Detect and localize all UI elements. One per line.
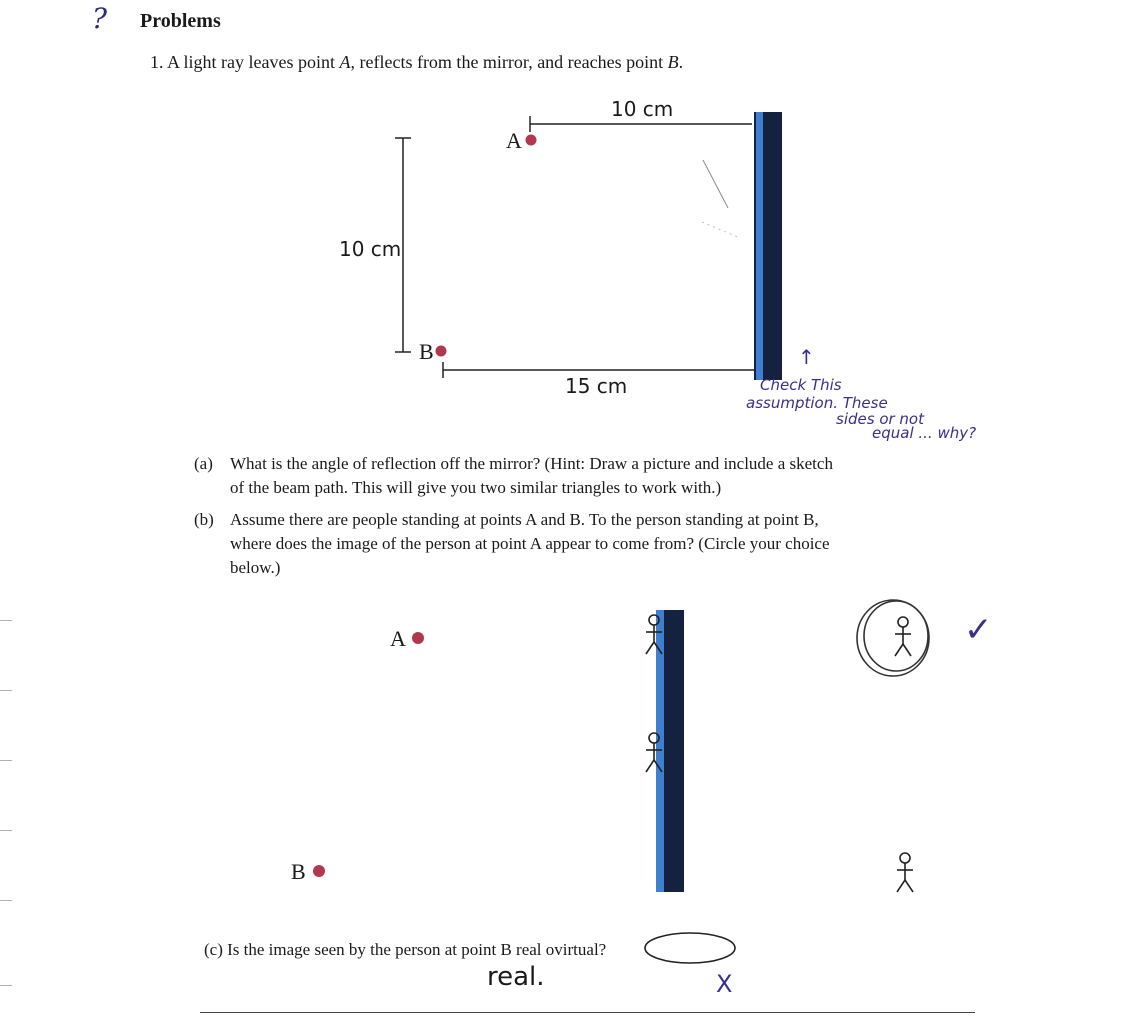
part-a-line-2: of the beam path. This will give you two similar triangles to work with.) [230,478,722,497]
check-mark-icon: ✓ [964,610,993,650]
stick-figure-3 [895,617,911,656]
point-a-label: A [506,128,522,153]
part-b-line-3: below.) [230,558,281,577]
statement-mid: , reflects from the mirror, and reaches point [350,52,668,72]
annotation-arrow-icon: ↑ [798,345,815,369]
point-a-dot [526,135,537,146]
page-bottom-rule [200,1012,975,1013]
annotation-line-3: sides or not [836,410,924,428]
handwritten-answer: real. [487,962,545,992]
annotation-line-1: Check This [760,376,842,394]
part-c-circled-text: virtual? [554,940,607,959]
pencil-mark [703,160,728,208]
part-b-line-1: Assume there are people standing at points A and B. To the person standing at point B, [230,510,819,529]
statement-prefix: A light ray leaves point [167,52,340,72]
point-b-dot [436,346,447,357]
bottom-dimension-label: 15 cm [565,374,628,398]
scan-margin-tick [0,985,12,986]
point-b-label-2: B [291,859,306,884]
problem-number: 1. [150,52,164,72]
left-dimension-label: 10 cm [339,237,402,261]
scan-margin-tick [0,690,12,691]
annotation-line-2: assumption. These [746,394,888,412]
statement-end: . [678,52,684,72]
cross-mark-icon: X [716,970,733,998]
part-b-label: (b) [194,510,214,529]
point-a-dot-2 [412,632,424,644]
annotation-line-4: equal ... why? [872,424,977,442]
point-b-dot-2 [313,865,325,877]
part-c-label: (c) [204,940,223,959]
part-a-label: (a) [194,454,213,473]
scan-margin-tick [0,900,12,901]
part-b [194,508,994,580]
scan-margin-tick [0,620,12,621]
part-a-line-1: What is the angle of reflection off the mirror? (Hint: Draw a picture and include a sketch [230,454,833,473]
part-c [204,938,606,962]
part-b-line-2: where does the image of the person at point A appear to come from? (Circle your choice [230,534,830,553]
part-a [194,452,994,500]
answer-circle [857,600,929,676]
statement-point-a: A [339,52,351,72]
pencil-mark [702,222,740,238]
top-dimension-label: 10 cm [611,97,674,121]
stick-figure-4 [897,853,913,892]
margin-question-mark: ? [92,2,108,35]
virtual-circle [645,933,735,963]
scan-margin-tick [0,760,12,761]
statement-point-b: B [667,52,679,72]
section-heading: Problems [140,10,221,32]
point-a-label-2: A [390,626,406,651]
part-c-text: Is the image seen by the person at point B real o [227,940,555,959]
point-b-label: B [419,339,434,364]
mirror-top-highlight [756,112,763,380]
scan-margin-tick [0,830,12,831]
